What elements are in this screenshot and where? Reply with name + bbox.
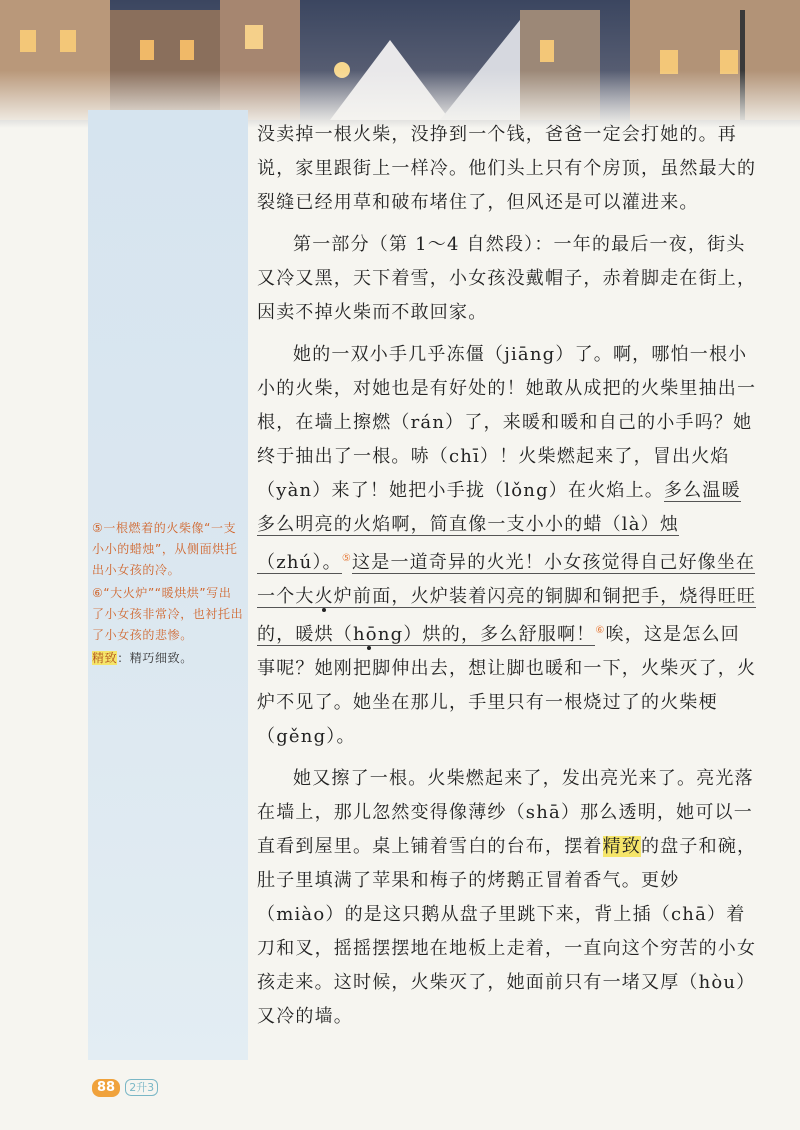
paragraph-4-text-b: 的盘子和碗，肚子里填满了苹果和梅子的烤鹅正冒着香气。更妙（miào）的是这只鹅从盘子里跳下来，背上插（chā）着刀和叉，摇摇摆摆地在地板上走着，一直向这个穷苦的小女孩走来。这时候，火柴灭了，她面前只有一堵又厚（hòu）又冷的墙。: [257, 836, 757, 1027]
paragraph-3-text-a: 她的一双小手几乎冻僵（jiāng）了。啊，哪怕一根小小的火柴，对她也是有好处的！她敢从成把的火柴里抽出一根，在墙上擦燃（rán）了，来暖和暖和自己的小手吗？她终于抽出了一根。哧（chī）！火柴燃起来了，冒出火焰（yàn）来了！她把小手拢（lǒng）在火焰上。: [257, 344, 757, 501]
vocab-definition: ：精巧细致。: [117, 651, 193, 665]
page-footer: [92, 1076, 158, 1096]
note-5: ⑤一根燃着的火柴像“一支小小的蜡烛”，从侧面烘托出小女孩的冷。: [92, 521, 238, 577]
series-tag: 2升3: [125, 1079, 158, 1096]
main-text-column: [257, 118, 757, 1034]
note-vocab: [92, 648, 244, 669]
dotted-phrase-big-stove: 大火炉: [295, 586, 354, 607]
dotted-phrase-warm: 暖烘（hōng）烘: [295, 624, 442, 645]
paragraph-3-text-e: 前面，火炉装着闪亮的铜脚和铜把手，烧得旺旺的，: [257, 586, 757, 645]
paragraph-3-text-c: 这是一道奇异的火光！小女孩觉得自己好像坐在一个: [257, 552, 756, 607]
paragraph-1: 没卖掉一根火柴，没挣到一个钱，爸爸一定会打她的。再说，家里跟街上一样冷。他们头上只有个房顶，虽然最大的裂缝已经用草和破布堵住了，但风还是可以灌进来。: [257, 124, 757, 213]
annotation-marker-6: ⑥: [595, 625, 606, 636]
underlined-sentence-candle: 多么温暖多么明亮的火焰啊，简直像一支小小的蜡（là）烛（zhú）。: [257, 480, 741, 573]
vocab-word: 精致: [92, 651, 118, 665]
highlighted-word-jingzhi: 精致: [602, 836, 642, 857]
note-6: ⑥“大火炉”“暖烘烘”写出了小女孩非常冷，也衬托出了小女孩的悲惨。: [92, 586, 244, 642]
annotation-marker-5: ⑤: [341, 553, 353, 564]
paragraph-3-text-h: 唉，这是怎么回事呢？她刚把脚伸出去，想让脚也暖和一下，火柴灭了，火炉不见了。她坐在那儿，手里只有一根烧过了的火柴梗（gěng）。: [257, 624, 757, 747]
winter-town-illustration: [0, 0, 800, 128]
header-illustration: [0, 0, 800, 128]
page-number: 88: [92, 1079, 120, 1097]
margin-notes: [92, 518, 244, 671]
paragraph-summary-part-1: 第一部分（第 1～4 自然段）：一年的最后一夜，街头又冷又黑，天下着雪，小女孩没戴帽子，赤着脚走在街上，因卖不掉火柴而不敢回家。: [257, 234, 757, 323]
paragraph-4-text-a: 她又擦了一根。火柴燃起来了，发出亮光来了。亮光落在墙上，那儿忽然变得像薄纱（shā）那么透明，她可以一直看到屋里。桌上铺着雪白的台布，摆着: [257, 768, 754, 857]
paragraph-3-text-g: 的，多么舒服啊！: [441, 624, 596, 645]
paragraph-4: [257, 762, 757, 1034]
paragraph-3: [257, 338, 757, 754]
